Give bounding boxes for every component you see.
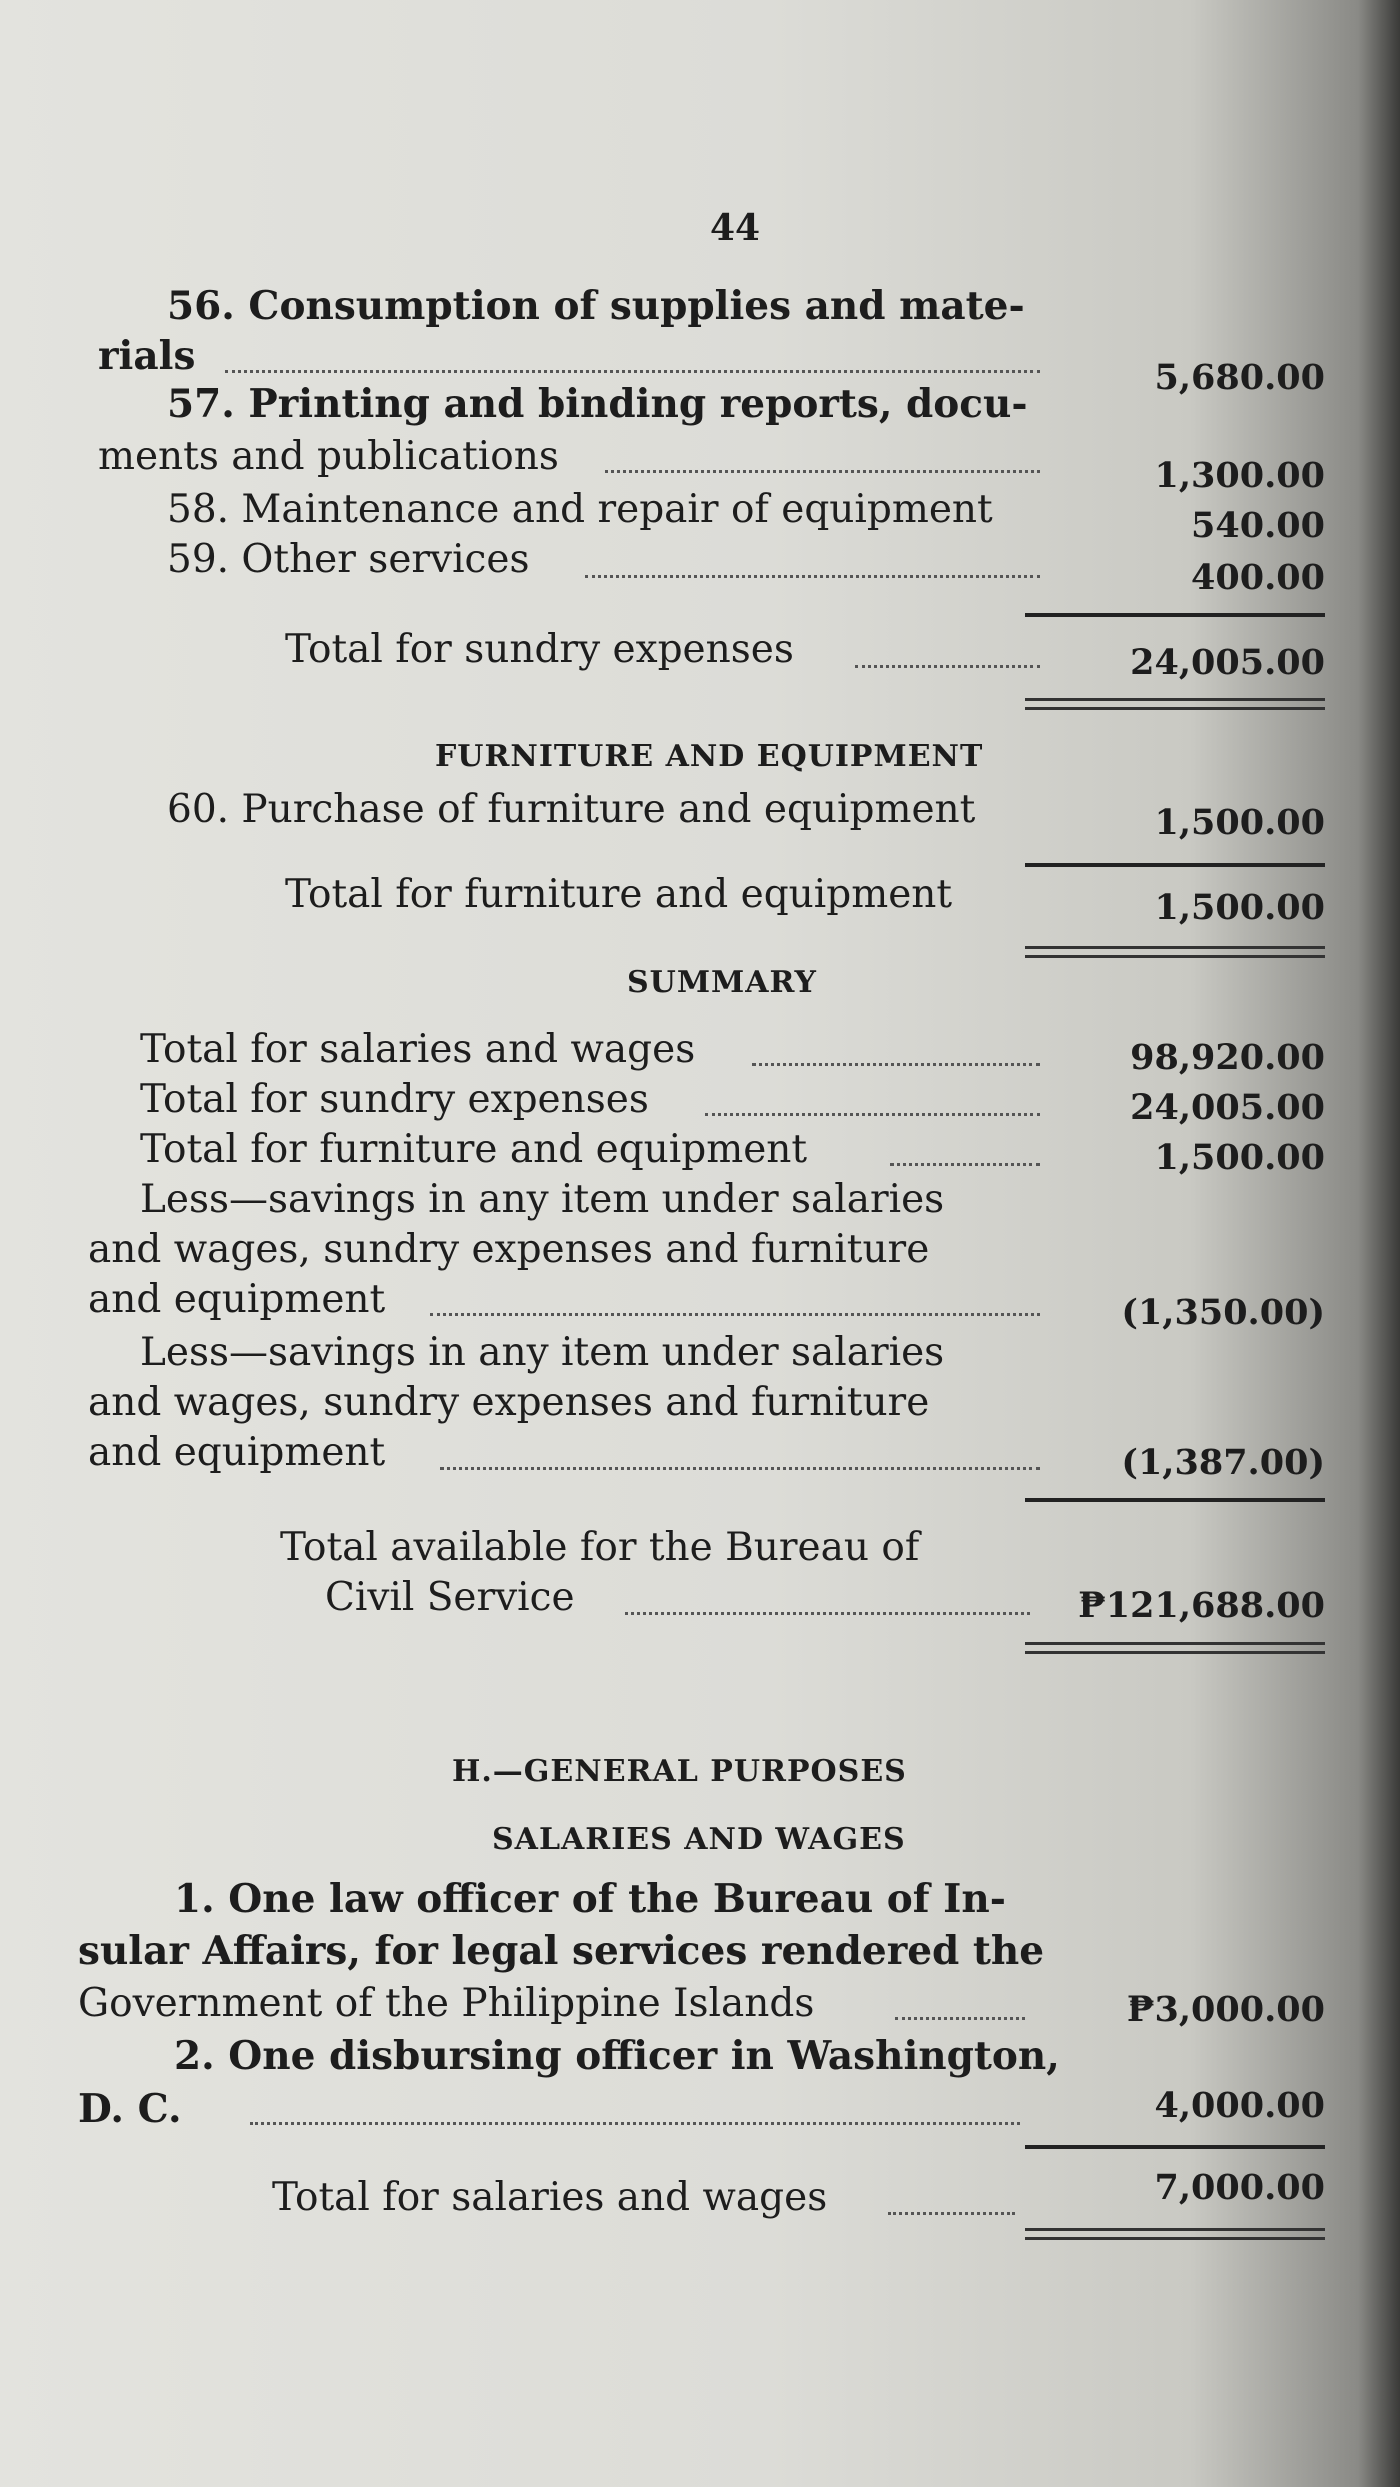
less-2-line-2: and wages, sundry expenses and furniture [88,1380,930,1425]
item-60-amount: 1,500.00 [1154,802,1325,843]
double-rule [1025,2228,1325,2240]
leader-dots [250,2122,1020,2125]
summary-salaries-label: Total for salaries and wages [140,1027,696,1072]
double-rule [1025,946,1325,958]
item-56-line-1: 56. Consumption of supplies and mate- [167,283,1025,329]
less-2-line-3: and equipment [88,1430,386,1475]
item-2-line-2: D. C. [78,2086,182,2132]
item-59-amount: 400.00 [1191,557,1325,598]
salaries-wages-heading: SALARIES AND WAGES [492,1822,906,1857]
item-56-amount: 5,680.00 [1154,357,1325,398]
item-60-label: 60. Purchase of furniture and equipment [167,787,976,832]
summary-heading: SUMMARY [627,965,817,1000]
item-58-label: 58. Maintenance and repair of equipment [167,487,993,532]
leader-dots [430,1313,1040,1316]
double-rule [1025,1642,1325,1654]
item-2-line-1: 2. One disbursing officer in Washington, [174,2033,1060,2079]
summary-total-line-1: Total available for the Bureau of [280,1525,920,1570]
item-1-line-2: sular Affairs, for legal services rendered the [78,1928,1045,1974]
total-rule [1025,613,1325,617]
item-57-line-1: 57. Printing and binding reports, docu- [167,381,1028,427]
leader-dots [855,665,1040,668]
furniture-total-amount: 1,500.00 [1154,887,1325,928]
total-rule [1025,863,1325,867]
leader-dots [625,1612,1030,1615]
summary-furniture-amount: 1,500.00 [1154,1137,1325,1178]
less-2-line-1: Less—savings in any item under salaries [140,1330,945,1375]
furniture-total-label: Total for furniture and equipment [285,872,953,917]
less-1-line-2: and wages, sundry expenses and furniture [88,1227,930,1272]
summary-sundry-label: Total for sundry expenses [140,1077,649,1122]
leader-dots [705,1113,1040,1116]
summary-furniture-label: Total for furniture and equipment [140,1127,808,1172]
item-57-amount: 1,300.00 [1154,455,1325,496]
summary-total-amount: ₱121,688.00 [1078,1585,1325,1626]
summary-total-line-2: Civil Service [325,1575,575,1620]
item-2-amount: 4,000.00 [1154,2085,1325,2126]
sundry-total-label: Total for sundry expenses [285,627,794,672]
furniture-heading: FURNITURE AND EQUIPMENT [435,739,984,774]
item-1-line-3: Government of the Philippine Islands [78,1981,815,2026]
summary-sundry-amount: 24,005.00 [1130,1087,1325,1128]
leader-dots [752,1063,1040,1066]
item-57-line-2: ments and publications [98,434,559,479]
summary-salaries-amount: 98,920.00 [1130,1037,1325,1078]
leader-dots [440,1467,1040,1470]
total-rule [1025,1498,1325,1502]
sundry-total-amount: 24,005.00 [1130,642,1325,683]
leader-dots [605,470,1040,473]
less-1-line-3: and equipment [88,1277,386,1322]
leader-dots [895,2017,1025,2020]
item-56-line-2: rials [98,333,196,379]
item-59-label: 59. Other services [167,537,530,582]
less-2-amount: (1,387.00) [1121,1442,1325,1483]
item-1-amount: ₱3,000.00 [1126,1989,1325,2030]
double-rule [1025,698,1325,710]
general-total-label: Total for salaries and wages [272,2175,828,2220]
page-number: 44 [710,207,761,249]
leader-dots [890,1163,1040,1166]
leader-dots [225,370,1040,373]
general-total-amount: 7,000.00 [1154,2167,1325,2208]
total-rule [1025,2145,1325,2149]
general-purposes-heading: H.—GENERAL PURPOSES [452,1754,907,1789]
less-1-amount: (1,350.00) [1121,1292,1325,1333]
item-1-line-1: 1. One law officer of the Bureau of In- [174,1876,1006,1922]
leader-dots [888,2212,1015,2215]
leader-dots [585,575,1040,578]
item-58-amount: 540.00 [1191,505,1325,546]
less-1-line-1: Less—savings in any item under salaries [140,1177,945,1222]
